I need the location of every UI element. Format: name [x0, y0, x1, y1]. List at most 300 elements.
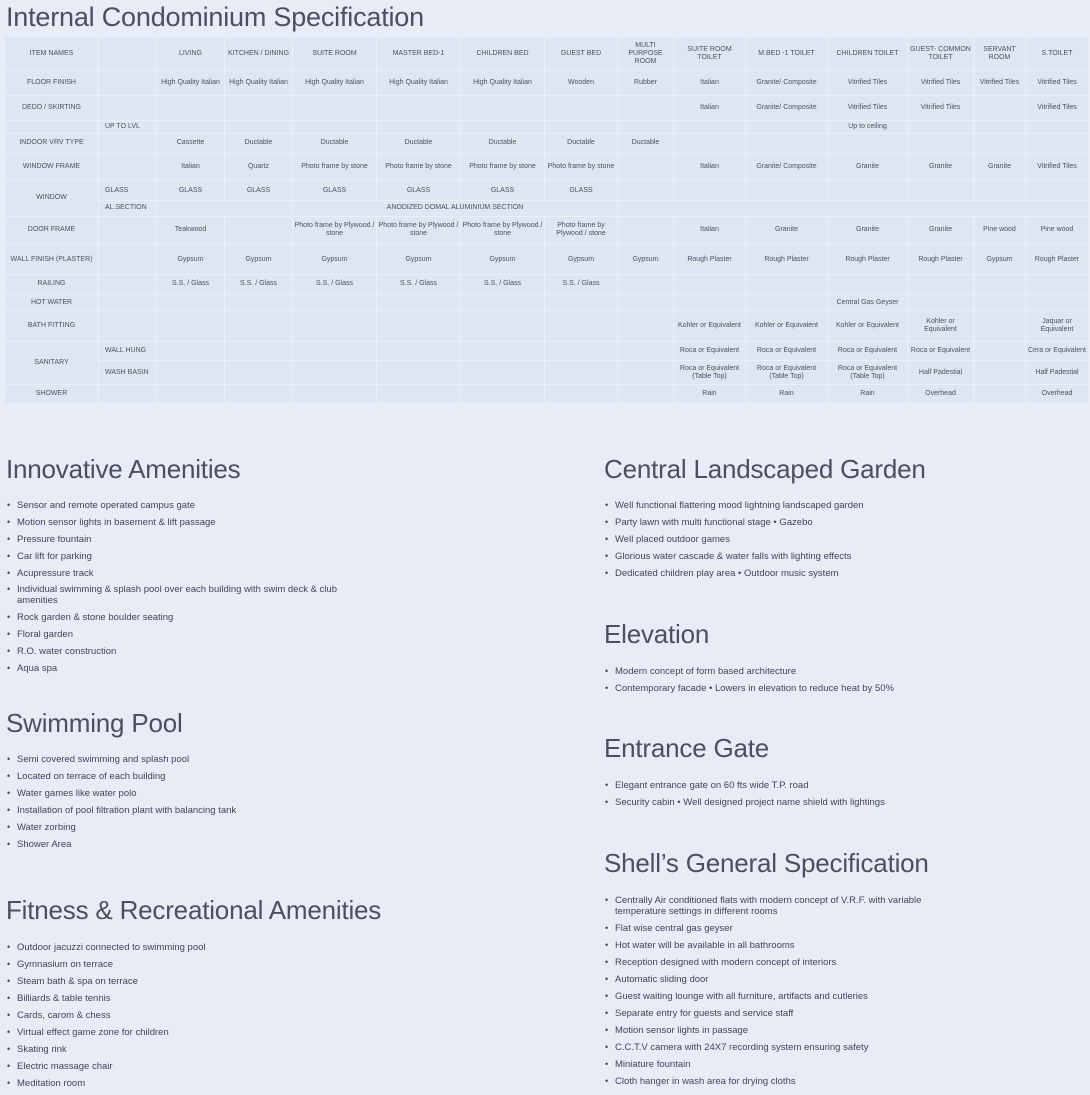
table-cell: Rough Plaster — [674, 245, 746, 275]
table-cell — [461, 360, 545, 384]
table-cell: Photo frame by stone — [377, 153, 461, 181]
table-cell — [974, 120, 1026, 133]
table-cell — [746, 181, 828, 201]
table-cell — [618, 342, 674, 361]
innovative-amenities-title: Innovative Amenities — [6, 454, 241, 484]
column-header: MULTI PURPOSE ROOM — [618, 37, 674, 71]
table-row — [5, 342, 1089, 361]
table-row — [5, 133, 1089, 153]
table-cell: Granite/ Composite — [746, 153, 828, 181]
table-cell: ANODIZED DOMAL ALUMINIUM SECTION — [293, 201, 618, 216]
table-cell: Teakwood — [157, 216, 225, 245]
table-row — [5, 120, 1089, 133]
fitness-amenities-title: Fitness & Recreational Amenities — [6, 895, 382, 925]
list-item: • Aqua spa — [6, 660, 357, 677]
table-cell: Roca or Equivalent — [746, 342, 828, 361]
row-label: BATH FITTING — [5, 311, 99, 342]
table-cell: Granite — [828, 153, 908, 181]
table-cell — [461, 120, 545, 133]
table-cell: Granite — [908, 216, 974, 245]
table-cell — [746, 120, 828, 133]
table-cell: High Quality Italian — [377, 71, 461, 96]
table-cell — [1026, 274, 1089, 294]
table-cell — [461, 294, 545, 311]
innovative-amenities-list — [6, 497, 357, 677]
row-sublabel: WASH BASIN — [99, 360, 157, 384]
list-item: • Outdoor jacuzzi connected to swimming pool — [6, 939, 206, 956]
table-cell — [377, 385, 461, 404]
table-cell: Italian — [674, 153, 746, 181]
table-row — [5, 360, 1089, 384]
table-cell — [545, 294, 618, 311]
row-sublabel: WALL HUNG — [99, 342, 157, 361]
table-cell — [157, 385, 225, 404]
column-header: S.TOILET — [1026, 37, 1089, 71]
table-cell — [225, 294, 293, 311]
table-cell — [974, 342, 1026, 361]
table-cell: Ductable — [545, 133, 618, 153]
list-item: • Separate entry for guests and service staff — [604, 1005, 955, 1022]
column-header: GUEST BED — [545, 37, 618, 71]
table-cell: Roca or Equivalent (Table Top) — [828, 360, 908, 384]
row-sublabel: AL.SECTION — [99, 201, 157, 216]
list-item: • Modern concept of form based architecture — [604, 663, 894, 680]
table-cell: Photo frame by stone — [293, 153, 377, 181]
table-cell — [974, 311, 1026, 342]
table-cell: Wooden — [545, 71, 618, 96]
column-header: ITEM NAMES — [5, 37, 99, 71]
row-label: RAILING — [5, 274, 99, 294]
list-item: • Pressure fountain — [6, 531, 357, 548]
list-item: • Security cabin • Well designed project name shield with lightings — [604, 794, 885, 811]
table-cell — [545, 342, 618, 361]
table-cell — [293, 294, 377, 311]
table-cell: S.S. / Glass — [545, 274, 618, 294]
table-cell — [293, 360, 377, 384]
central-garden-title: Central Landscaped Garden — [604, 454, 926, 484]
entrance-gate-list — [604, 777, 885, 811]
column-header: CHILDREN TOILET — [828, 37, 908, 71]
table-cell — [545, 120, 618, 133]
table-cell: Pine wood — [1026, 216, 1089, 245]
list-item: • Meditation room — [6, 1075, 206, 1092]
table-cell — [674, 294, 746, 311]
column-header: MASTER BED-1 — [377, 37, 461, 71]
list-item: • C.C.T.V camera with 24X7 recording system ensuring safety — [604, 1039, 955, 1056]
table-cell — [225, 120, 293, 133]
table-cell: Vitrified Tiles — [1026, 153, 1089, 181]
table-cell: Granite — [974, 153, 1026, 181]
table-cell — [461, 342, 545, 361]
table-cell: Roca or Equivalent — [674, 342, 746, 361]
table-row — [5, 294, 1089, 311]
table-cell — [545, 360, 618, 384]
table-cell — [293, 311, 377, 342]
column-header: SERVANT ROOM — [974, 37, 1026, 71]
table-cell — [908, 120, 974, 133]
list-item: • Shower Area — [6, 836, 236, 853]
table-cell — [974, 360, 1026, 384]
row-label: WINDOW FRAME — [5, 153, 99, 181]
table-cell — [618, 181, 674, 201]
table-row — [5, 71, 1089, 96]
table-cell — [461, 96, 545, 120]
table-cell — [618, 120, 674, 133]
table-cell — [974, 274, 1026, 294]
column-header — [99, 37, 157, 71]
list-item: • Cloth hanger in wash area for drying cloths — [604, 1073, 955, 1090]
list-item: • Acupressure track — [6, 565, 357, 582]
list-item: • Rock garden & stone boulder seating — [6, 609, 357, 626]
table-cell — [974, 181, 1026, 201]
column-header: CHILDREN BED — [461, 37, 545, 71]
table-cell — [908, 294, 974, 311]
table-cell — [618, 294, 674, 311]
table-row — [5, 201, 1089, 216]
table-cell: Rough Plaster — [828, 245, 908, 275]
specification-table-container — [4, 36, 1088, 404]
list-item: • Dedicated children play area • Outdoor music system — [604, 565, 864, 582]
table-cell — [746, 274, 828, 294]
column-header: SUITE ROOM TOILET — [674, 37, 746, 71]
table-cell: S.S. / Glass — [157, 274, 225, 294]
row-label — [5, 120, 99, 133]
table-cell: Gypsum — [974, 245, 1026, 275]
table-cell — [908, 133, 974, 153]
table-cell — [377, 96, 461, 120]
list-item: • Centrally Air conditioned flats with modern concept of V.R.F. with variable temperature settings in different rooms — [604, 893, 955, 920]
table-cell: Granite — [908, 153, 974, 181]
table-cell: Central Gas Geyser — [828, 294, 908, 311]
row-label: SANITARY — [5, 342, 99, 385]
table-cell — [99, 274, 157, 294]
table-cell: Gypsum — [461, 245, 545, 275]
column-header: GUEST- COMMON TOILET — [908, 37, 974, 71]
table-row — [5, 274, 1089, 294]
list-item: • Individual swimming & splash pool over each building with swim deck & club amenities — [6, 582, 357, 609]
list-item: • Gymnasium on terrace — [6, 956, 206, 973]
table-cell: Rough Plaster — [1026, 245, 1089, 275]
table-cell: Vitrified Tiles — [1026, 71, 1089, 96]
table-cell — [377, 342, 461, 361]
table-cell: Overhead — [1026, 385, 1089, 404]
table-cell — [908, 181, 974, 201]
table-cell — [157, 294, 225, 311]
table-cell — [293, 120, 377, 133]
table-cell: High Quality Italian — [293, 71, 377, 96]
table-cell: Kohler or Equivalent — [828, 311, 908, 342]
table-cell — [746, 133, 828, 153]
table-cell: Cassette — [157, 133, 225, 153]
central-garden-list — [604, 497, 864, 582]
table-cell — [545, 311, 618, 342]
table-cell: Ductable — [461, 133, 545, 153]
table-cell: High Quality Italian — [157, 71, 225, 96]
table-cell — [99, 311, 157, 342]
list-item: • Motion sensor lights in passage — [604, 1022, 955, 1039]
table-cell: Photo frame by Plywood / stone — [377, 216, 461, 245]
table-cell — [99, 133, 157, 153]
table-cell — [99, 153, 157, 181]
table-cell: Roca or Equivalent — [828, 342, 908, 361]
table-cell: Photo frame by Plywood / stone — [545, 216, 618, 245]
table-cell — [377, 311, 461, 342]
table-cell — [99, 216, 157, 245]
table-cell: Ductable — [618, 133, 674, 153]
list-item: • Guest waiting lounge with all furniture, artifacts and cutleries — [604, 988, 955, 1005]
table-cell: S.S. / Glass — [225, 274, 293, 294]
table-cell — [674, 133, 746, 153]
table-cell: Italian — [157, 153, 225, 181]
list-item: • Elegant entrance gate on 60 fts wide T.P. road — [604, 777, 885, 794]
column-header: LIVING — [157, 37, 225, 71]
table-cell: Granite/ Composite — [746, 96, 828, 120]
table-cell — [377, 360, 461, 384]
table-cell: Rough Plaster — [746, 245, 828, 275]
swimming-pool-list — [6, 751, 236, 853]
table-cell — [99, 245, 157, 275]
table-row — [5, 385, 1089, 404]
row-label: INDOOR VRV TYPE — [5, 133, 99, 153]
row-label: DOOR FRAME — [5, 216, 99, 245]
table-row — [5, 216, 1089, 245]
list-item: • Located on terrace of each building — [6, 768, 236, 785]
table-cell: Gypsum — [293, 245, 377, 275]
table-cell — [293, 96, 377, 120]
table-cell — [828, 274, 908, 294]
shell-specification-list — [604, 893, 955, 1090]
table-cell: Kohler or Equivalent — [908, 311, 974, 342]
column-header: SUITE ROOM — [293, 37, 377, 71]
table-cell: Kohler or Equivalent — [746, 311, 828, 342]
table-cell: Vitrified Tiles — [974, 71, 1026, 96]
table-cell: Vitrified Tiles — [828, 71, 908, 96]
specification-table — [4, 36, 1089, 404]
table-cell: Vitrified Tiles — [908, 96, 974, 120]
table-cell — [974, 294, 1026, 311]
table-cell — [828, 133, 908, 153]
table-cell — [157, 120, 225, 133]
table-cell: GLASS — [377, 181, 461, 201]
table-cell: Vitrified Tiles — [1026, 96, 1089, 120]
list-item: • Reception designed with modern concept of interiors — [604, 954, 955, 971]
table-cell: Italian — [674, 71, 746, 96]
table-cell: Gypsum — [157, 245, 225, 275]
table-cell: S.S. / Glass — [461, 274, 545, 294]
column-header: M.BED -1 TOILET — [746, 37, 828, 71]
table-cell — [225, 342, 293, 361]
table-cell: GLASS — [545, 181, 618, 201]
table-cell — [674, 181, 746, 201]
table-cell: S.S. / Glass — [377, 274, 461, 294]
row-label: DEDO / SKIRTING — [5, 96, 99, 120]
table-cell: GLASS — [293, 181, 377, 201]
table-cell: Half Padestial — [1026, 360, 1089, 384]
table-cell: Pine wood — [974, 216, 1026, 245]
table-cell — [293, 385, 377, 404]
table-cell — [225, 96, 293, 120]
table-row — [5, 181, 1089, 201]
table-cell — [225, 385, 293, 404]
fitness-amenities-list — [6, 939, 206, 1092]
table-cell: GLASS — [157, 181, 225, 201]
table-cell: Ductable — [225, 133, 293, 153]
table-cell — [746, 294, 828, 311]
table-cell: Rain — [674, 385, 746, 404]
table-cell: Rain — [746, 385, 828, 404]
table-cell: Roca or Equivalent (Table Top) — [746, 360, 828, 384]
table-row — [5, 96, 1089, 120]
table-row — [5, 311, 1089, 342]
table-cell — [618, 274, 674, 294]
table-cell: Photo frame by Plywood / stone — [293, 216, 377, 245]
row-label: WALL FINISH (PLASTER) — [5, 245, 99, 275]
table-cell — [225, 360, 293, 384]
row-label: SHOWER — [5, 385, 99, 404]
table-cell: S.S. / Glass — [293, 274, 377, 294]
table-cell — [545, 96, 618, 120]
list-item: • Sensor and remote operated campus gate — [6, 497, 357, 514]
table-cell — [618, 216, 674, 245]
table-cell: Rain — [828, 385, 908, 404]
table-cell — [157, 360, 225, 384]
table-cell — [974, 385, 1026, 404]
table-cell: High Quality Italian — [225, 71, 293, 96]
list-item: • Semi covered swimming and splash pool — [6, 751, 236, 768]
row-label: HOT WATER — [5, 294, 99, 311]
table-cell — [618, 153, 674, 181]
table-cell — [618, 360, 674, 384]
table-header-row — [5, 37, 1089, 71]
table-cell — [225, 311, 293, 342]
table-cell — [1026, 120, 1089, 133]
table-cell: Quartz — [225, 153, 293, 181]
table-cell — [99, 71, 157, 96]
table-cell — [674, 120, 746, 133]
elevation-title: Elevation — [604, 619, 710, 649]
table-cell: Ductable — [377, 133, 461, 153]
row-sublabel: GLASS — [99, 181, 157, 201]
list-item: • Well functional flattering mood lightning landscaped garden — [604, 497, 864, 514]
table-cell — [461, 311, 545, 342]
table-cell — [1026, 133, 1089, 153]
table-cell: Photo frame by stone — [461, 153, 545, 181]
table-cell — [99, 96, 157, 120]
list-item: • Cards, carom & chess — [6, 1007, 206, 1024]
table-cell — [674, 274, 746, 294]
table-cell: Rough Plaster — [908, 245, 974, 275]
table-cell — [461, 385, 545, 404]
table-cell: Cera or Equivalent — [1026, 342, 1089, 361]
table-cell: Roca or Equivalent (Table Top) — [674, 360, 746, 384]
table-cell: Photo frame by stone — [545, 153, 618, 181]
row-label: WINDOW — [5, 181, 99, 216]
list-item: • Well placed outdoor games — [604, 531, 864, 548]
list-item: • Water games like water polo — [6, 785, 236, 802]
table-cell: Roca or Equivalent — [908, 342, 974, 361]
table-cell — [293, 342, 377, 361]
shell-specification-title: Shell’s General Specification — [604, 848, 929, 878]
table-row — [5, 245, 1089, 275]
table-cell: Half Padestial — [908, 360, 974, 384]
table-cell — [828, 181, 908, 201]
list-item: • Contemporary facade • Lowers in elevation to reduce heat by 50% — [604, 680, 894, 697]
page-title: Internal Condominium Specification — [6, 2, 424, 32]
table-cell: Gypsum — [545, 245, 618, 275]
row-label: FLOOR FINISH — [5, 71, 99, 96]
table-row — [5, 153, 1089, 181]
table-cell — [974, 133, 1026, 153]
list-item: • Miniature fountain — [604, 1056, 955, 1073]
list-item: • Water zorbing — [6, 819, 236, 836]
table-cell: GLASS — [461, 181, 545, 201]
list-item: • Motion sensor lights in basement & lift passage — [6, 514, 357, 531]
table-cell: Italian — [674, 96, 746, 120]
table-cell: Vitrified Tiles — [908, 71, 974, 96]
table-cell — [1026, 181, 1089, 201]
table-cell: Gypsum — [225, 245, 293, 275]
table-cell — [99, 385, 157, 404]
table-cell: Granite — [746, 216, 828, 245]
swimming-pool-title: Swimming Pool — [6, 708, 183, 738]
table-cell: Kohler or Equivalent — [674, 311, 746, 342]
list-item: • Automatic sliding door — [604, 971, 955, 988]
row-sublabel: UP TO LVL — [99, 120, 157, 133]
table-cell: Granite — [828, 216, 908, 245]
table-cell: GLASS — [225, 181, 293, 201]
table-cell: Ductable — [293, 133, 377, 153]
list-item: • R.O. water construction — [6, 643, 357, 660]
list-item: • Glorious water cascade & water falls with lighting effects — [604, 548, 864, 565]
entrance-gate-title: Entrance Gate — [604, 733, 770, 763]
table-cell: Vitrified Tiles — [828, 96, 908, 120]
table-cell — [157, 201, 293, 216]
table-cell: Jaquar or Equivalent — [1026, 311, 1089, 342]
table-cell: Overhead — [908, 385, 974, 404]
table-cell — [1026, 294, 1089, 311]
table-cell: High Quality Italian — [461, 71, 545, 96]
table-cell — [618, 96, 674, 120]
table-cell — [225, 216, 293, 245]
table-cell — [974, 96, 1026, 120]
table-cell — [157, 96, 225, 120]
list-item: • Virtual effect game zone for children — [6, 1024, 206, 1041]
elevation-list — [604, 663, 894, 697]
list-item: • Flat wise central gas geyser — [604, 920, 955, 937]
table-cell — [545, 385, 618, 404]
table-cell — [618, 201, 1089, 216]
list-item: • Car lift for parking — [6, 548, 357, 565]
list-item: • Billiards & table tennis — [6, 990, 206, 1007]
list-item: • Steam bath & spa on terrace — [6, 973, 206, 990]
table-cell — [377, 120, 461, 133]
table-cell — [618, 385, 674, 404]
list-item: • Party lawn with multi functional stage • Gazebo — [604, 514, 864, 531]
list-item: • Floral garden — [6, 626, 357, 643]
list-item: • Skating rink — [6, 1041, 206, 1058]
table-cell: Photo frame by Plywood / stone — [461, 216, 545, 245]
column-header: KITCHEN / DINING — [225, 37, 293, 71]
table-cell — [99, 294, 157, 311]
table-cell — [618, 311, 674, 342]
table-cell: Rubber — [618, 71, 674, 96]
table-cell — [157, 342, 225, 361]
table-cell — [377, 294, 461, 311]
list-item: • Hot water will be available in all bathrooms — [604, 937, 955, 954]
list-item: • Installation of pool filtration plant with balancing tank — [6, 802, 236, 819]
table-cell — [908, 274, 974, 294]
list-item: • Electric massage chair — [6, 1058, 206, 1075]
